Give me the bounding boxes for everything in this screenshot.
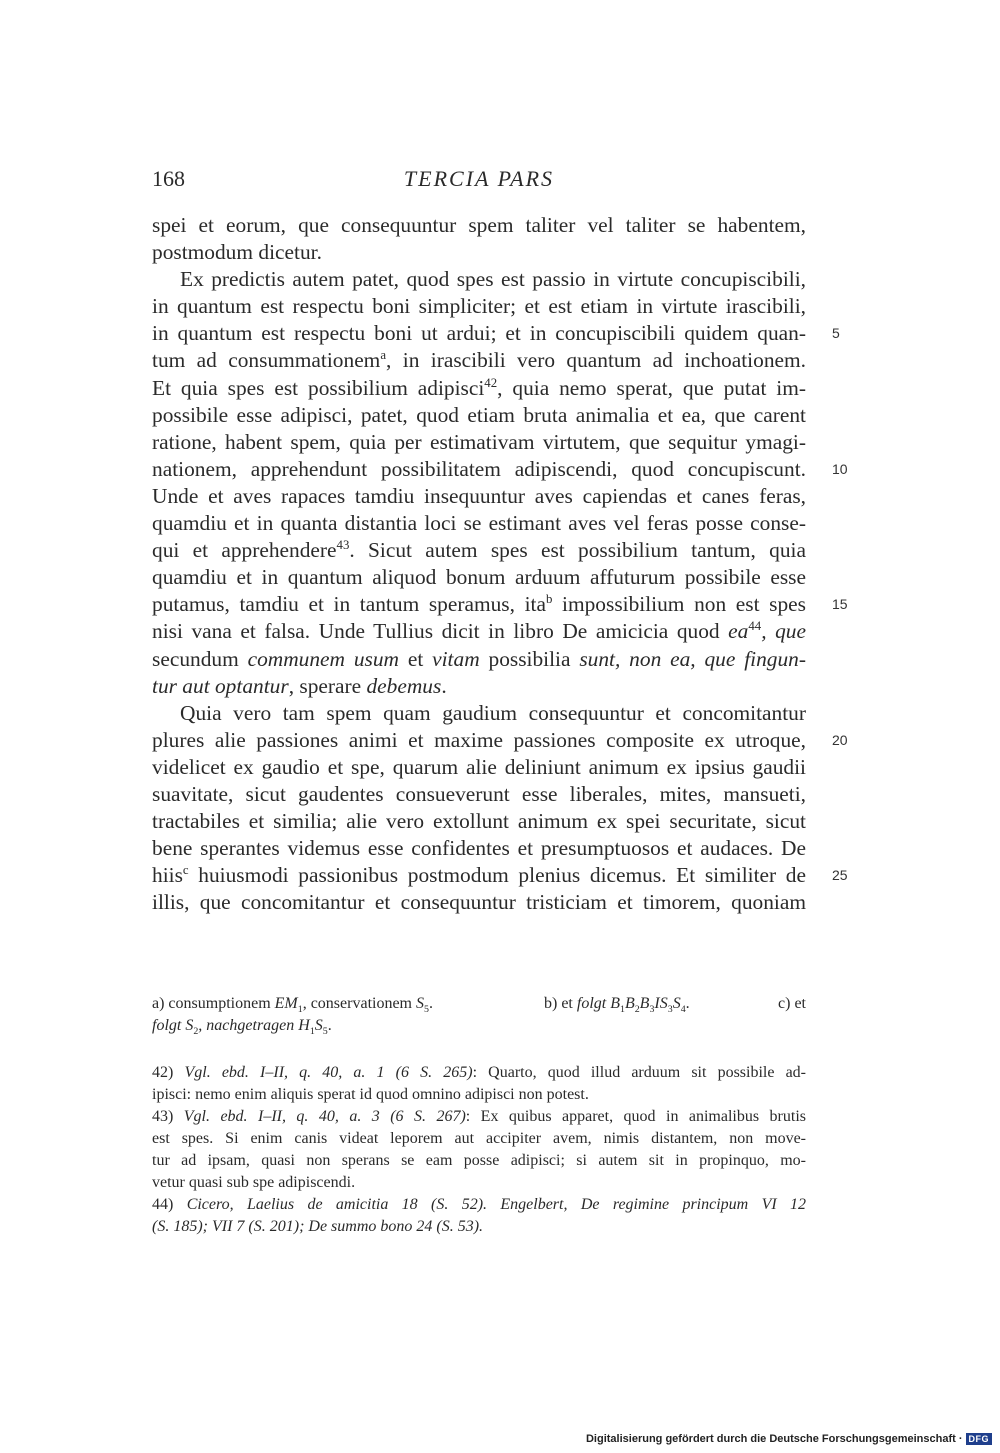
footnote-44: 44) Cicero, Laelius de amicitia 18 (S. 52). Engelbert, De regimine principum VI 12 [152, 1196, 807, 1213]
quote-text: ea [728, 619, 749, 644]
credit-text: Digitalisierung gefördert durch die Deutsche Forschungsgemeinschaft · [585, 1433, 963, 1445]
line-text: huiusmodi passionibus postmodum plenius dicemus. Et similiter de [188, 863, 806, 888]
line-number: 10 [832, 460, 848, 477]
footnote-line: est spes. Si enim canis videat leporem aut accipiter avem, nimis distantem, non move- [152, 1130, 806, 1147]
text-line: illis, que concomitantur et consequuntur tristiciam et timorem, quoniam [152, 890, 806, 915]
line-text: plures alie passiones animi et maxime passiones composite ex utroque, [152, 727, 806, 752]
text-line: bene sperantes videmus esse confidentes et presumptuosos et audaces. De [152, 836, 806, 861]
text-line: spei et eorum, que consequuntur spem taliter vel taliter se habentem, [152, 213, 806, 237]
line-text: in quantum est respectu boni ut ardui; et in concupiscibili quidem quan- [152, 321, 806, 346]
main-text [152, 212, 848, 916]
text-line: suavitate, sicut gaudentes consueverunt esse liberales, mites, mansueti, [152, 781, 806, 806]
text-line: tractabiles et similia; alie vero extollunt animum ex spei securitate, sicut [152, 809, 806, 834]
funding-credit [586, 1431, 992, 1447]
page-number: 168 [152, 166, 185, 191]
quote-text: debemus [366, 673, 442, 698]
text-line: postmodum dicetur. [152, 240, 322, 265]
text-line: in quantum est respectu boni simpliciter; et est etiam in virtute irascibili, [152, 294, 806, 319]
text-line: quamdiu et in quanta distantia loci se estimant aves vel feras posse conse- [152, 511, 806, 536]
line-text: impossibilium non est spes [552, 592, 806, 617]
footnote-43: 43) Vgl. ebd. I–II, q. 40, a. 3 (6 S. 267): Ex quibus apparet, quod in animalibus brutis [152, 1108, 806, 1125]
line-number: 25 [832, 867, 848, 884]
footnote-line: (S. 185); VII 7 (S. 201); De summo bono 24 (S. 53). [152, 1218, 484, 1235]
apparatus-line [152, 993, 806, 1015]
line-text: . Sicut autem spes est possibilium tantum, quia [349, 538, 806, 563]
footnote-line: vetur quasi sub spe adipiscendi. [152, 1174, 356, 1191]
apparatus-marker: a [380, 348, 387, 363]
text-line [152, 591, 848, 618]
apparatus-marker: b [545, 592, 553, 607]
quote-text: tur aut optantur [152, 673, 289, 698]
line-text: qui et apprehendere [152, 538, 337, 563]
line-number: 15 [832, 596, 848, 613]
line-text: hiis [152, 863, 183, 888]
line-text: , quia nemo sperat, que putat im- [497, 375, 806, 400]
text-line [152, 618, 806, 645]
quote-text: communem usum [247, 646, 399, 671]
text-line [152, 456, 848, 483]
line-text: nisi vana et falsa. Unde Tullius dicit in libro De amicicia quod [152, 619, 729, 644]
text-line: Unde et aves rapaces tamdiu insequuntur aves capiendas et canes feras, [152, 483, 806, 508]
text-line: videlicet ex gaudio et spe, quarum alie deliniunt animum ex ipsius gaudii [152, 754, 806, 779]
footnote-42: 42) Vgl. ebd. I–II, q. 40, a. 1 (6 S. 265): Quarto, quod illud arduum sit possibile ad- [152, 1064, 807, 1081]
text-line [152, 646, 806, 673]
running-head [152, 162, 806, 196]
text-line: possibile esse adipisci, patet, quod etiam bruta animalia et ea, que carent [152, 402, 806, 427]
text-line [152, 862, 848, 889]
apparatus-note-a: a) consumptionem $EM_1$, conservationem $S_5$. [152, 995, 433, 1016]
quote-text: vitam [432, 646, 480, 671]
text-line [152, 375, 806, 402]
text-line [152, 727, 848, 754]
text-line: ratione, habent spem, quia per estimativam virtutem, que sequitur ymagi- [152, 429, 806, 454]
line-number: 20 [832, 731, 848, 748]
text-line [152, 673, 806, 700]
text-line [152, 537, 806, 564]
critical-apparatus [152, 993, 806, 1037]
footnote-marker: 43 [336, 538, 350, 552]
text-line: Quia vero tam spem quam gaudium consequuntur et concomitantur [180, 700, 806, 725]
footnote-marker: 42 [484, 375, 498, 390]
footnote-line: tur ad ipsam, quasi non sperans se eam posse adipisci; si autem sit in propinquo, mo- [152, 1152, 806, 1169]
line-text: tum ad consummationem [152, 348, 381, 373]
text-line: quamdiu et in quantum aliquod bonum arduum affuturum possibile esse [152, 565, 806, 590]
text-line [152, 347, 806, 374]
apparatus-note-c: c) et [778, 995, 806, 1012]
apparatus-note-b: b) et folgt $B_1B_2B_3IS_3S_4$. [544, 995, 690, 1016]
line-text: putamus, tamdiu et in tantum speramus, ita [152, 592, 546, 617]
text-line [152, 320, 840, 347]
text-line: Ex predictis autem patet, quod spes est passio in virtute concupiscibili, [180, 267, 806, 292]
quote-text: , que [761, 619, 806, 644]
footnote-marker: 44 [748, 619, 762, 634]
line-text: , sperare [288, 673, 367, 698]
footnote-line: ipisci: nemo enim aliquis sperat id quod omnino adipisci non potest. [152, 1086, 589, 1103]
line-text: , in irascibili vero quantum ad inchoationem. [386, 348, 807, 373]
line-text: . [441, 673, 447, 698]
dfg-logo-icon: DFG [966, 1433, 993, 1445]
line-text: et [399, 646, 433, 671]
line-text: possibilia [479, 646, 580, 671]
line-text: Et quia spes est possibilium adipisci [152, 375, 485, 400]
line-text: nationem, apprehendunt possibilitatem adipiscendi, quod concupiscunt. [152, 456, 806, 481]
footnotes [152, 1062, 806, 1238]
quote-text: sunt, non ea, que fingun- [579, 646, 806, 671]
apparatus-line: folgt $S_2$, nachgetragen $H_1S_5$. [152, 1017, 332, 1038]
running-title: TERCIA PARS [403, 166, 555, 191]
apparatus-marker: c [182, 863, 189, 878]
line-text: secundum [152, 646, 248, 671]
line-number: 5 [832, 325, 840, 342]
